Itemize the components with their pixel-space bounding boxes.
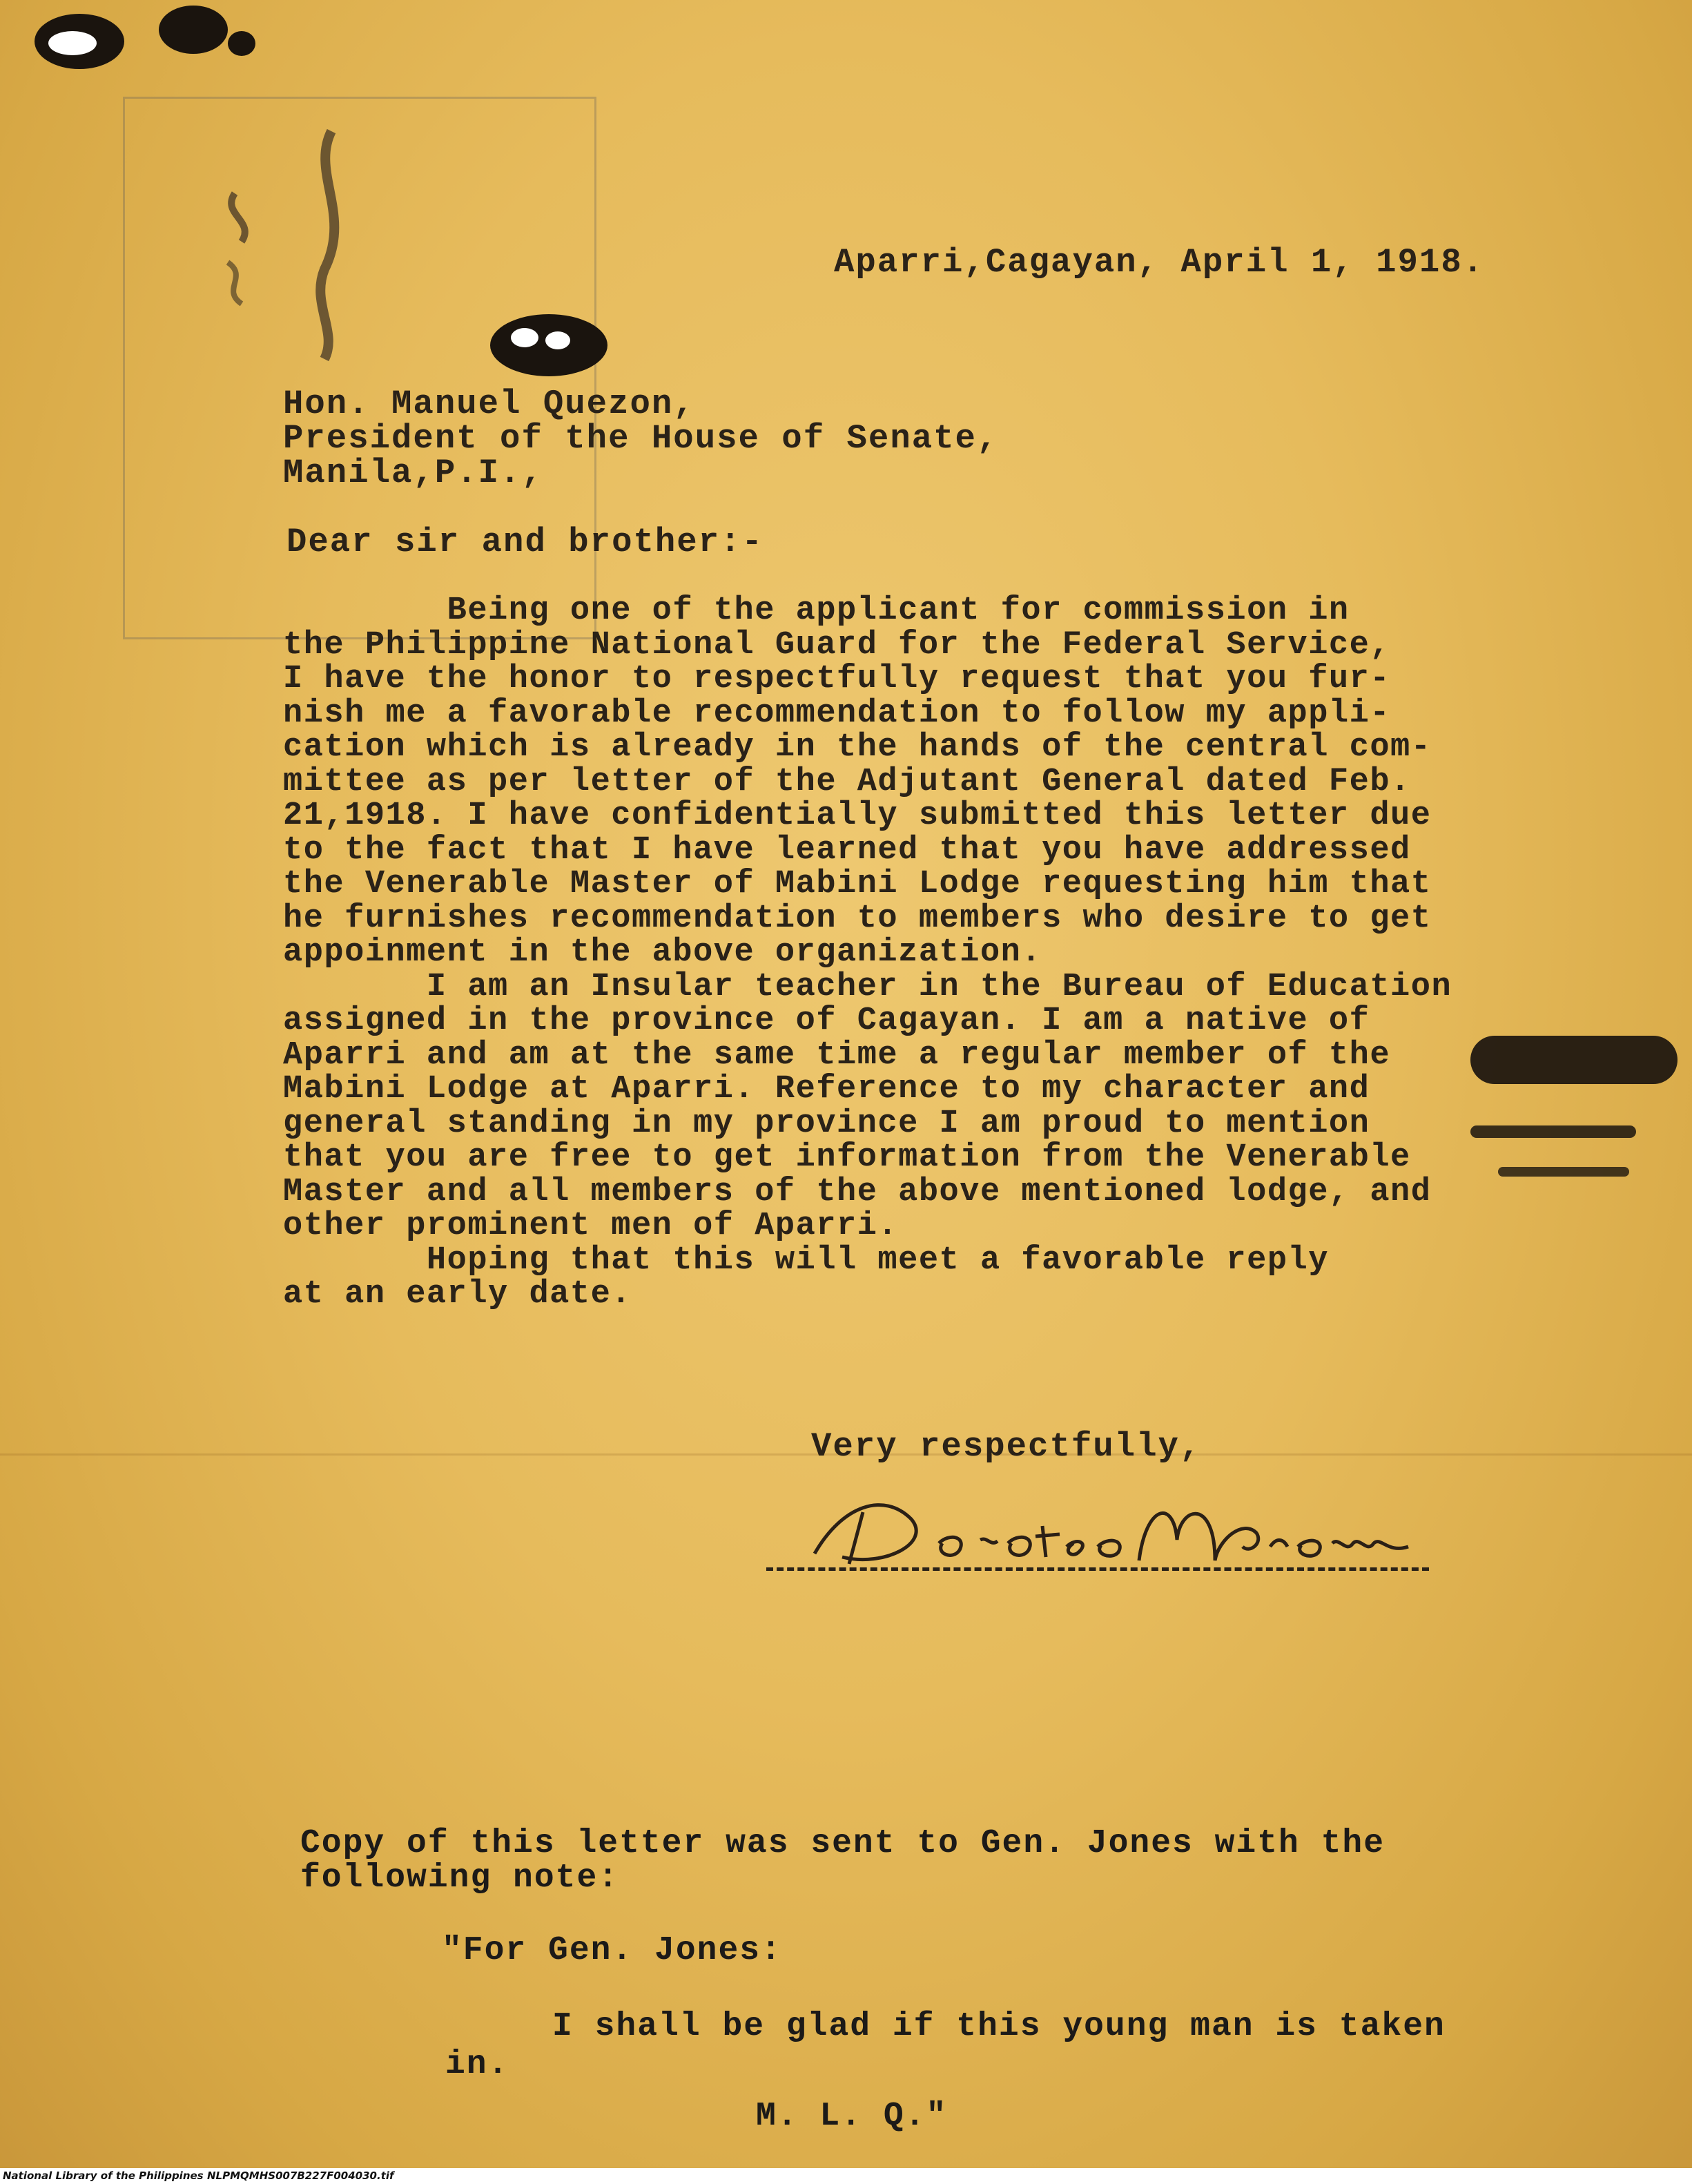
note-line-5: in. (445, 2046, 509, 2083)
footer-file-id: NLPMQMHS007B227F004030.tif (207, 2169, 394, 2182)
body-line: other prominent men of Aparri. (283, 1208, 899, 1244)
address-line-2: President of the House of Senate, (283, 419, 999, 458)
body-line: Mabini Lodge at Aparri. Reference to my character and (283, 1071, 1370, 1108)
body-line: assigned in the province of Cagayan. I am a native of (283, 1003, 1370, 1039)
body-line: cation which is already in the hands of the central com- (283, 729, 1432, 766)
ink-smudge (1470, 1036, 1678, 1084)
signature-line (766, 1567, 1429, 1571)
punch-hole (48, 31, 97, 55)
ink-smudge (1498, 1167, 1629, 1177)
letter-body (283, 594, 1452, 1312)
note-line-2: following note: (300, 1859, 620, 1897)
address-line-3: Manila,P.I., (283, 454, 543, 492)
body-line: general standing in my province I am proud to mention (283, 1105, 1370, 1142)
body-line: Hoping that this will meet a favorable reply (283, 1241, 1329, 1279)
ink-blot (159, 6, 228, 54)
ink-smudge (1470, 1125, 1636, 1138)
body-line: he furnishes recommendation to members who desire to get (283, 900, 1432, 937)
punch-hole (545, 331, 570, 349)
handwritten-scrawl (193, 117, 414, 366)
body-line: the Philippine National Guard for the Federal Service, (283, 626, 1391, 664)
footer-library: National Library of the Philippines (3, 2169, 204, 2182)
note-line-6: M. L. Q." (756, 2098, 948, 2135)
body-line: the Venerable Master of Mabini Lodge requesting him that (283, 866, 1432, 902)
address-line-1: Hon. Manuel Quezon, (283, 385, 695, 423)
body-line: Aparri and am at the same time a regular member of the (283, 1036, 1391, 1074)
place-date: Aparri,Cagayan, April 1, 1918. (834, 243, 1485, 282)
body-line: Being one of the applicant for commission in (283, 592, 1350, 629)
closing: Very respectfully, (811, 1427, 1202, 1466)
body-line: 21,1918. I have confidentially submitted this letter due (283, 798, 1432, 834)
note-line-4: I shall be glad if this young man is taken (552, 2008, 1446, 2045)
note-line-1: Copy of this letter was sent to Gen. Jones with the (300, 1825, 1385, 1862)
ink-blot (228, 31, 255, 56)
body-line: I am an Insular teacher in the Bureau of Education (283, 968, 1452, 1005)
body-line: mittee as per letter of the Adjutant General dated Feb. (283, 763, 1411, 800)
body-line: to the fact that I have learned that you have addressed (283, 831, 1411, 869)
body-line: Master and all members of the above mentioned lodge, and (283, 1173, 1432, 1210)
signature (801, 1478, 1422, 1581)
archive-footer (0, 2168, 1692, 2184)
body-line: that you are free to get information from the Venerable (283, 1139, 1411, 1176)
note-line-3: "For Gen. Jones: (442, 1932, 782, 1969)
punch-hole (511, 328, 538, 347)
salutation: Dear sir and brother:- (286, 523, 764, 561)
body-line: at an early date. (283, 1276, 632, 1313)
body-line: appoinment in the above organization. (283, 934, 1042, 971)
body-line: nish me a favorable recommendation to follow my appli- (283, 695, 1391, 732)
body-line: I have the honor to respectfully request that you fur- (283, 661, 1391, 697)
